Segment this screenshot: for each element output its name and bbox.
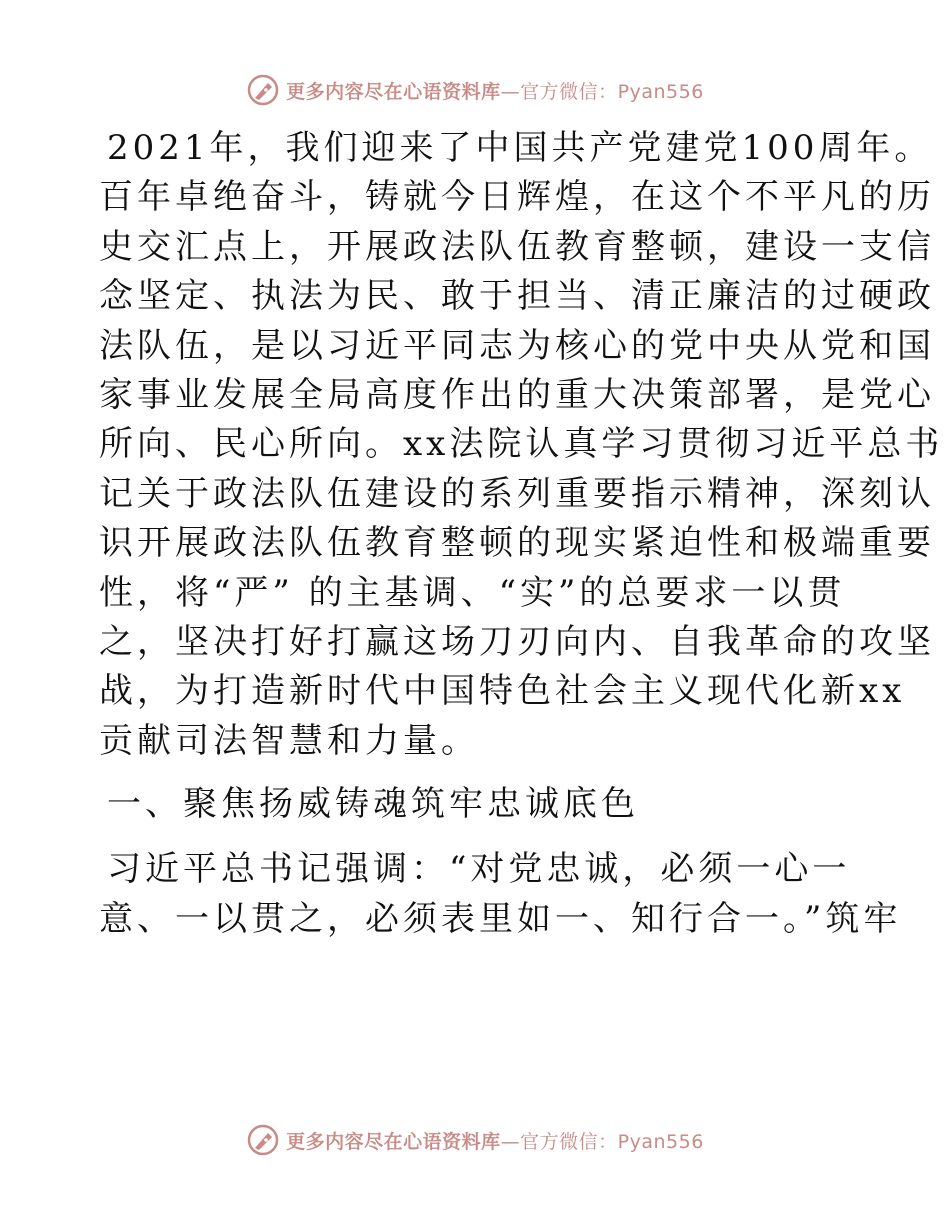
paragraph-line: 识开展政法队伍教育整顿的现实紧迫性和极端重要 <box>99 523 935 564</box>
footer-watermark-banner <box>0 1120 950 1160</box>
document-body <box>99 124 944 944</box>
header-watermark-banner <box>0 70 950 110</box>
paragraph-line: 记关于政法队伍建设的系列重要指示精神，深刻认 <box>99 473 935 514</box>
paragraph-line: 习近平总书记强调：“对党忠诚，必须一心一 <box>107 849 851 890</box>
paragraph-line: 史交汇点上，开展政法队伍教育整顿，建设一支信 <box>99 226 935 267</box>
pen-nib-logo-icon <box>246 1123 280 1157</box>
paragraph-line: 法队伍，是以习近平同志为核心的党中央从党和国 <box>99 325 935 366</box>
paragraph-line: 贡献司法智慧和力量。 <box>99 720 479 761</box>
section-heading: 一、聚焦扬威铸魂筑牢忠诚底色 <box>107 784 639 825</box>
pen-nib-logo-icon <box>246 73 280 107</box>
paragraph-line: 战，为打造新时代中国特色社会主义现代化新xx <box>99 671 906 712</box>
paragraph-line: 念坚定、执法为民、敢于担当、清正廉洁的过硬政 <box>99 276 935 317</box>
paragraph-line: 百年卓绝奋斗，铸就今日辉煌，在这个不平凡的历 <box>99 177 935 218</box>
banner-text: 更多内容尽在心语资料库—官方微信：Pyan556 <box>286 80 704 103</box>
paragraph-line: 之，坚决打好打赢这场刀刃向内、自我革命的攻坚 <box>99 621 935 662</box>
banner-text: 更多内容尽在心语资料库—官方微信：Pyan556 <box>286 1130 704 1153</box>
paragraph-line: 意、一以贯之，必须表里如一、知行合一。”筑牢 <box>99 898 902 939</box>
paragraph-line: 家事业发展全局高度作出的重大决策部署，是党心 <box>99 374 935 415</box>
paragraph-line: 性，将“严” 的主基调、“实”的总要求一以贯 <box>99 572 846 613</box>
paragraph-line: 2021年，我们迎来了中国共产党建党100周年。 <box>107 128 933 168</box>
paragraph-line: 所向、民心所向。xx法院认真学习贯彻习近平总书 <box>99 424 944 465</box>
